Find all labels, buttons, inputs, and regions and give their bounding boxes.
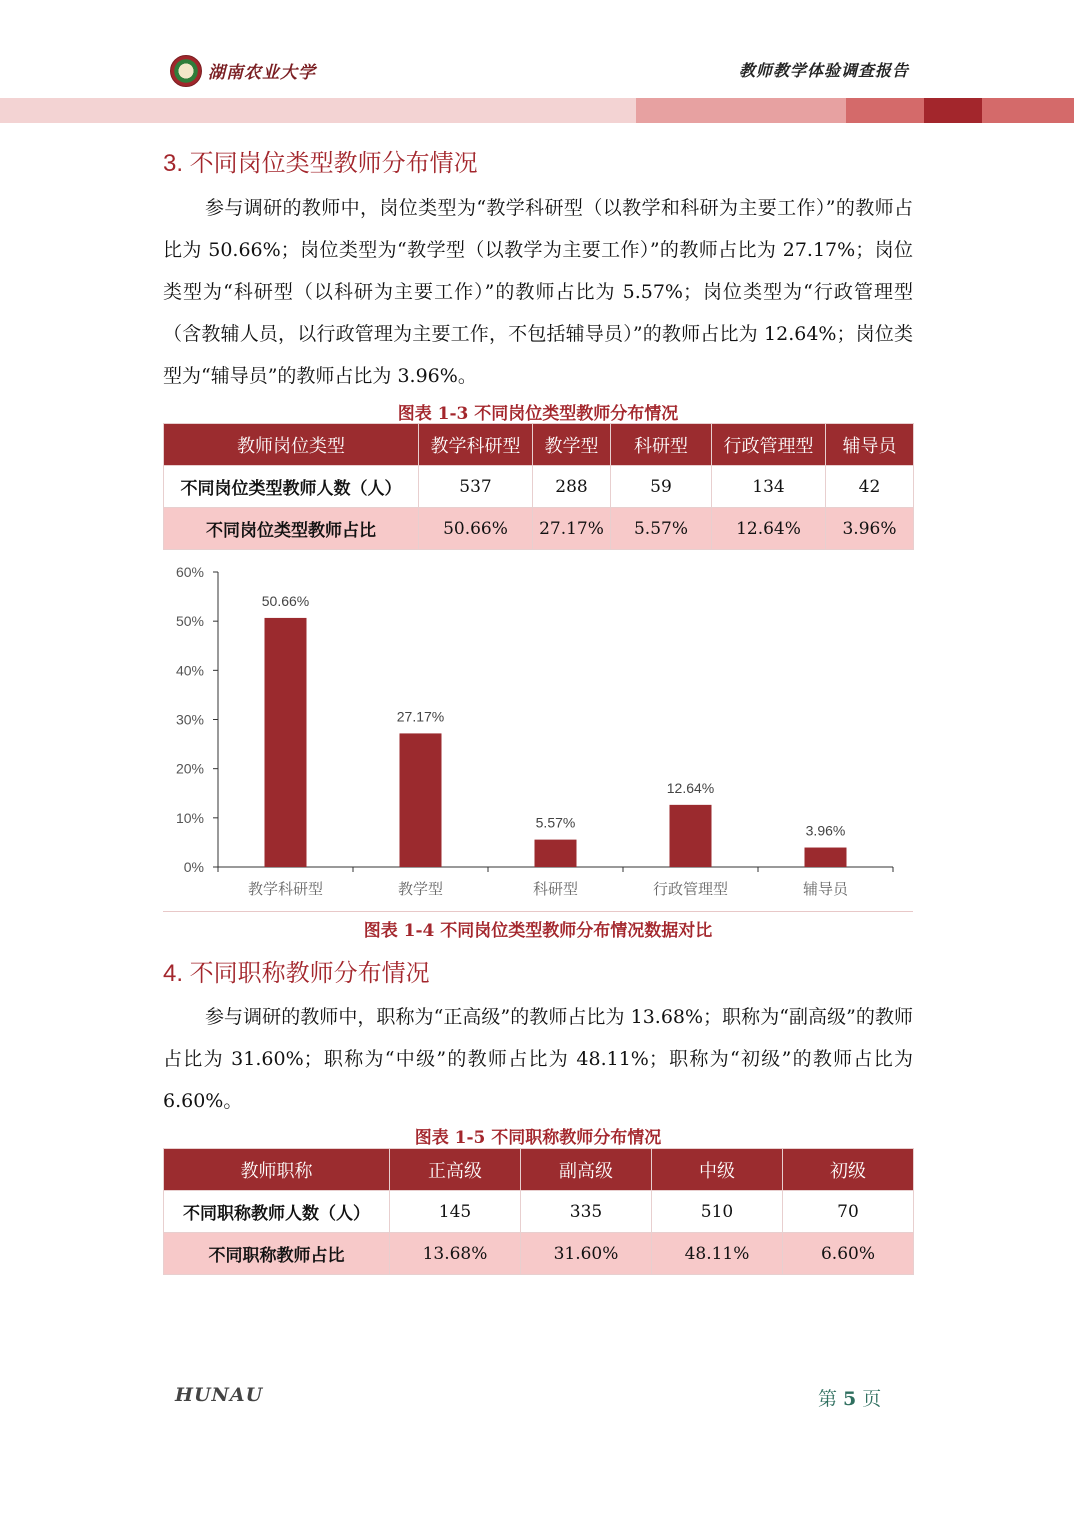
table-1-3-caption: 图表 1-3 不同岗位类型教师分布情况: [397, 404, 679, 424]
header-band-light: [0, 98, 636, 123]
section-3-title: 3. 不同岗位类型教师分布情况: [163, 150, 478, 177]
table-cell: 59: [611, 466, 712, 508]
bar: [400, 733, 442, 867]
section-4-title: 4. 不同职称教师分布情况: [163, 960, 430, 987]
row-label: 不同岗位类型教师人数（人）: [164, 466, 419, 508]
x-tick-label: 教学型: [397, 880, 444, 898]
table-row: [164, 1191, 914, 1233]
post-type-bar-chart: [163, 560, 913, 910]
page-prefix: 第: [818, 1388, 838, 1410]
table-header-cell: 正高级: [390, 1149, 521, 1191]
table-cell: 6.60%: [783, 1233, 914, 1275]
table-cell: 70: [783, 1191, 914, 1233]
table-cell: 27.17%: [533, 508, 611, 550]
section-4-paragraph: 参与调研的教师中，职称为“正高级”的教师占比为 13.68%；职称为“副高级”的教师占比为 31.60%；职称为“中级”的教师占比为 48.11%；职称为“初级”的教师占比为 6.60%。: [163, 1006, 913, 1112]
table-cell: 510: [652, 1191, 783, 1233]
table-header-row: [164, 424, 914, 466]
header-band-strong: [846, 98, 924, 123]
bar: [265, 618, 307, 867]
table-1-5-caption: 图表 1-5 不同职称教师分布情况: [414, 1128, 662, 1148]
y-tick-label: 30%: [175, 711, 204, 728]
table-header-cell: 辅导员: [826, 424, 914, 466]
bar: [535, 840, 577, 867]
table-row: [164, 466, 914, 508]
table-header-cell: 初级: [783, 1149, 914, 1191]
y-tick-label: 20%: [175, 760, 204, 777]
row-label: 不同职称教师人数（人）: [164, 1191, 390, 1233]
table-header-cell: 教学科研型: [419, 424, 533, 466]
table-row: [164, 1233, 914, 1275]
table-cell: 3.96%: [826, 508, 914, 550]
table-cell: 48.11%: [652, 1233, 783, 1275]
bar: [805, 848, 847, 867]
x-tick-label: 行政管理型: [652, 880, 729, 898]
report-title: 教师教学体验调查报告: [738, 61, 909, 80]
data-label: 12.64%: [666, 779, 715, 796]
footer-brand: HUNAU: [175, 1384, 264, 1406]
table-row: [164, 508, 914, 550]
data-label: 5.57%: [535, 814, 576, 831]
y-tick-label: 50%: [175, 613, 204, 630]
chart-border: [163, 911, 913, 912]
y-tick-label: 60%: [175, 564, 204, 580]
table-header-cell: 教师职称: [164, 1149, 390, 1191]
university-logo-icon: [170, 55, 202, 87]
table-cell: 5.57%: [611, 508, 712, 550]
table-cell: 335: [521, 1191, 652, 1233]
table-cell: 537: [419, 466, 533, 508]
table-cell: 13.68%: [390, 1233, 521, 1275]
table-cell: 31.60%: [521, 1233, 652, 1275]
table-header-cell: 科研型: [611, 424, 712, 466]
data-label: 50.66%: [261, 592, 310, 609]
table-header-cell: 副高级: [521, 1149, 652, 1191]
table-title-rank: [163, 1148, 914, 1275]
section-3-paragraph: 参与调研的教师中，岗位类型为“教学科研型（以教学和科研为主要工作）”的教师占比为 50.66%；岗位类型为“教学型（以教学为主要工作）”的教师占比为 27.17%；岗位类型为“科研型（以科研为主要工作）”的教师占比为 5.57%；岗位类型为“行政管理型（含教辅人员，以行政管理为主要工作，不包括辅导员）”的教师占比为 12.64%；岗位类型为“辅导员”的教师占比为 3.96%。: [163, 197, 913, 387]
y-tick-label: 0%: [183, 859, 204, 875]
data-label: 27.17%: [396, 708, 445, 725]
row-label: 不同职称教师占比: [164, 1233, 390, 1275]
bar: [670, 805, 712, 867]
table-cell: 145: [390, 1191, 521, 1233]
table-header-cell: 教师岗位类型: [164, 424, 419, 466]
table-header-cell: 中级: [652, 1149, 783, 1191]
table-cell: 134: [712, 466, 826, 508]
header-band-mid: [636, 98, 846, 123]
data-label: 3.96%: [805, 822, 846, 839]
table-cell: 12.64%: [712, 508, 826, 550]
x-tick-label: 辅导员: [802, 880, 849, 898]
page-suffix: 页: [862, 1388, 882, 1410]
y-tick-label: 10%: [175, 809, 204, 826]
page-number-value: 5: [843, 1388, 857, 1410]
x-tick-label: 科研型: [532, 880, 579, 898]
table-cell: 288: [533, 466, 611, 508]
university-name: 湖南农业大学: [208, 63, 316, 83]
table-header-row: [164, 1149, 914, 1191]
x-tick-label: 教学科研型: [247, 880, 324, 898]
header-band-dark: [924, 98, 982, 123]
table-cell: 42: [826, 466, 914, 508]
table-post-type: [163, 423, 914, 550]
row-label: 不同岗位类型教师占比: [164, 508, 419, 550]
page-number: [818, 1384, 881, 1411]
y-tick-label: 40%: [175, 662, 204, 679]
table-header-cell: 教学型: [533, 424, 611, 466]
table-cell: 50.66%: [419, 508, 533, 550]
header-band-end: [982, 98, 1074, 123]
chart-1-4-caption: 图表 1-4 不同岗位类型教师分布情况数据对比: [363, 921, 713, 941]
page-header: [0, 0, 1074, 125]
table-header-cell: 行政管理型: [712, 424, 826, 466]
